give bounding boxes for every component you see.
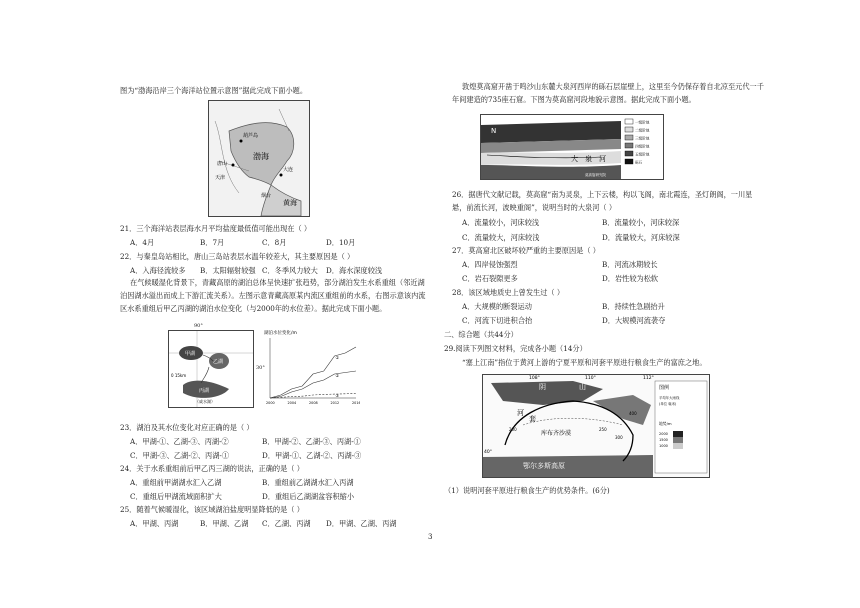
chart-x-tick: 2000 [266, 401, 275, 405]
lake-lat-label: 30° [256, 365, 265, 371]
q22-option-d[interactable]: D．海水深度较浅 [326, 266, 383, 275]
lake-label-bing: 丙湖 [199, 388, 210, 394]
hetao-lon-110: 110° [585, 376, 596, 381]
q23-option-b[interactable]: B．甲湖-②、乙湖-③、丙湖-① [262, 437, 361, 446]
q27-stem: 27．莫高窟北区破坏较严重的主要原因是（ ） [452, 246, 600, 255]
q25-option-a[interactable]: A．甲湖、丙湖 [130, 519, 179, 528]
q21-option-c[interactable]: C．8月 [262, 238, 287, 247]
hetao-legend-terrain: 地势/m [659, 421, 672, 426]
q28-option-c[interactable]: C．河流下切进积合抬 [462, 316, 533, 325]
hetao-lon-108: 108° [529, 376, 540, 381]
q21-option-a[interactable]: A．4月 [130, 238, 155, 247]
legend-terrace-3: 三级阶地 [635, 136, 650, 141]
q21-option-d[interactable]: D．10月 [326, 238, 356, 247]
hetao-shan: 山 [579, 383, 586, 391]
q24-option-a[interactable]: A．重组前甲湖湖水汇入乙湖 [130, 478, 222, 487]
lake-lon-label: 90° [194, 323, 203, 329]
q29-sub-1: （1）说明河套平原进行粮食生产的优势条件。(6分) [444, 486, 610, 495]
right-intro: 敦煌莫高窟开凿于鸣沙山东麓大泉河西岸的砾石层崖壁上，这里至今仍保存着自北凉至元代一千年间建造的735座石窟。下图为莫高窟河段地貌示意图。据此完成下面小题。 [452, 82, 764, 104]
map1-label-bohai: 渤海 [253, 152, 269, 161]
lake-salt-note: （咸水湖） [195, 399, 215, 404]
chart-title: 湖泊水位变化/m [264, 331, 297, 336]
bohai-map [208, 100, 310, 217]
q22-option-b[interactable]: B．太阳辐射较强 [200, 266, 256, 275]
lake-label-jia: 甲湖 [185, 351, 196, 357]
q23-option-d[interactable]: D．甲湖-①、乙湖-②、丙湖-③ [262, 451, 362, 460]
lake-label-yi: 乙湖 [213, 359, 224, 365]
q26-option-d[interactable]: D．流量较大，河床较深 [602, 233, 680, 242]
q28-option-b[interactable]: B．持续性急剧抬升 [602, 302, 665, 311]
q24-option-d[interactable]: D．重组后乙湖湖盆容积缩小 [262, 492, 355, 501]
mogao-north: N [491, 127, 497, 135]
hetao-kubuqi: 库布齐沙漠 [541, 430, 572, 437]
hetao-legend-unit: (单位 毫米) [659, 402, 677, 406]
hetao-lon-112: 112° [643, 376, 654, 381]
q29-stem: 29.阅读下列图文材料，完成各小题（14分） [444, 344, 587, 353]
hetao-yin: 阴 [539, 383, 546, 391]
hetao-tao: 套 [529, 415, 536, 423]
legend-terrace-2: 二级阶地 [635, 128, 650, 133]
chart-x-tick: 2004 [287, 401, 297, 405]
hetao-iso-200: 200 [509, 427, 517, 432]
lake-scale: 0 15km [171, 373, 187, 378]
q23-option-a[interactable]: A．甲湖-①、乙湖-③、丙湖-② [130, 437, 229, 446]
hetao-elev-2000: 2000 [659, 432, 668, 436]
mogao-he: 河 [599, 155, 606, 163]
legend-terrace-5: 五级阶地 [635, 152, 650, 157]
page-number: 3 [428, 533, 433, 541]
hetao-elev-1000: 1000 [659, 444, 668, 448]
q27-option-c[interactable]: C．岩石裂隙更多 [462, 274, 518, 283]
chart-x-tick: 2008 [309, 401, 318, 405]
water-level-chart [260, 328, 360, 408]
q26-option-c[interactable]: C．流量较大，河床较浅 [462, 233, 540, 242]
q21-stem: 21．三个海洋站表层海水月平均盐度最低值可能出现在（ ） [120, 224, 312, 233]
map1-label-tangshan: 唐山 [217, 161, 228, 167]
chart-x-tick: 2016 [352, 401, 360, 405]
hetao-elev-1500: 1500 [659, 438, 668, 442]
q27-option-a[interactable]: A．四岸侵蚀强烈 [462, 260, 518, 269]
hetao-he: 河 [517, 409, 524, 417]
legend-terrace-4: 四级阶地 [635, 144, 650, 149]
q25-option-b[interactable]: B．甲湖、乙湖 [200, 519, 249, 528]
q24-stem: 24．关于水系重组前后甲乙丙三湖的说法，正确的是（ ） [120, 464, 304, 473]
chart-x-tick: 2012 [330, 401, 340, 405]
intro-2: 在气候暖湿化背景下，青藏高原的湖泊总体呈快速扩张趋势，部分湖泊发生水系重组（邻近湖泊因湖水溢出而成上下游汇流关系）。左图示意青藏高原某内流区重组前的水系，右图示意该内流区水系重组后甲乙丙湖的湖泊水位变化（与2000年的水位差）。据此完成下面小题。 [120, 278, 426, 313]
q28-option-d[interactable]: D．大规模河流袭夺 [602, 316, 666, 325]
hetao-iso-400: 400 [629, 411, 637, 416]
intro-1: 图为“渤海沿岸三个海洋站位置示意图”据此完成下面小题。 [120, 86, 308, 95]
map1-label-dalian: 大连 [283, 167, 294, 173]
mogao-quan: 泉 [585, 155, 592, 163]
q27-option-b[interactable]: B．河流冰期较长 [602, 260, 658, 269]
mogao-da: 大 [571, 155, 578, 163]
hetao-iso-250: 250 [599, 427, 607, 432]
legend-gravel: 砾石 [635, 160, 643, 165]
hetao-map [482, 374, 710, 478]
chart-series-label-1: ① [335, 355, 340, 360]
q25-stem: 25．随着气候暖湿化，该区域湖泊盐度明显降低的是（ ） [120, 505, 304, 514]
q23-stem: 23．湖泊及其水位变化对应正确的是（ ） [120, 423, 254, 432]
q22-option-c[interactable]: C．冬季风力较大 [262, 266, 318, 275]
mogao-institute: 莫高窟研究院 [585, 173, 606, 177]
map1-label-huanghai: 黄海 [283, 199, 297, 207]
map1-label-yantai: 烟台 [261, 193, 272, 199]
hetao-ordos: 鄂尔多斯高原 [523, 462, 565, 470]
map1-label-huludao: 葫芦岛 [243, 133, 259, 139]
hetao-legend-title: 图例 [659, 385, 670, 391]
q26-option-a[interactable]: A．流量较小，河床较浅 [462, 218, 540, 227]
q25-option-c[interactable]: C．乙湖、丙湖 [262, 519, 311, 528]
hetao-lat-40: 40° [484, 450, 492, 455]
q24-option-b[interactable]: B．重组前乙湖湖水汇入丙湖 [262, 478, 354, 487]
hetao-iso-300: 300 [615, 435, 623, 440]
q25-option-d[interactable]: D．甲湖、乙湖、丙湖 [326, 519, 397, 528]
lake-map [168, 330, 254, 408]
q23-option-c[interactable]: C．甲湖-③、乙湖-②、丙湖-① [130, 451, 230, 460]
q24-option-c[interactable]: C．重组后甲湖流域面积扩大 [130, 492, 222, 501]
section-2-title: 二、综合题（共44分） [444, 330, 518, 339]
hetao-legend-rain: 平均年大雨线 [659, 396, 680, 400]
water-level-chart-svg [260, 328, 360, 408]
q27-option-d[interactable]: D．岩性较为松软 [602, 274, 659, 283]
chart-series-label-3: ③ [335, 393, 340, 399]
q28-option-a[interactable]: A．大规模的断裂运动 [462, 302, 532, 311]
q28-stem: 28．该区域地质史上曾发生过（ ） [452, 288, 565, 297]
q22-stem: 22．与秦皇岛站相比，唐山三岛站表层水温年较差大，其主要原因是（ ） [120, 252, 355, 261]
q22-option-a[interactable]: A．入海径流较多 [130, 266, 186, 275]
q29-material: “塞上江南”指位于黄河上游的宁夏平原和河套平原进行粮食生产的富庶之地。 [462, 358, 707, 367]
map1-label-tianjin: 天津 [215, 175, 226, 181]
chart-series-label-2: ② [335, 373, 340, 378]
legend-terrace-1: 一级阶地 [635, 120, 650, 125]
q26-stem: 26．据唐代文献记载，莫高窟“南为灵泉，上下云楼，构以飞阁，南北霞连，圣灯朗阁，一川星悬，前流长河，波映重阁”，说明当时的大泉河（ ） [452, 190, 753, 212]
q26-option-b[interactable]: B．流量较小，河床较深 [602, 218, 680, 227]
mogao-figure [480, 114, 664, 180]
q21-option-b[interactable]: B．7月 [200, 238, 225, 247]
